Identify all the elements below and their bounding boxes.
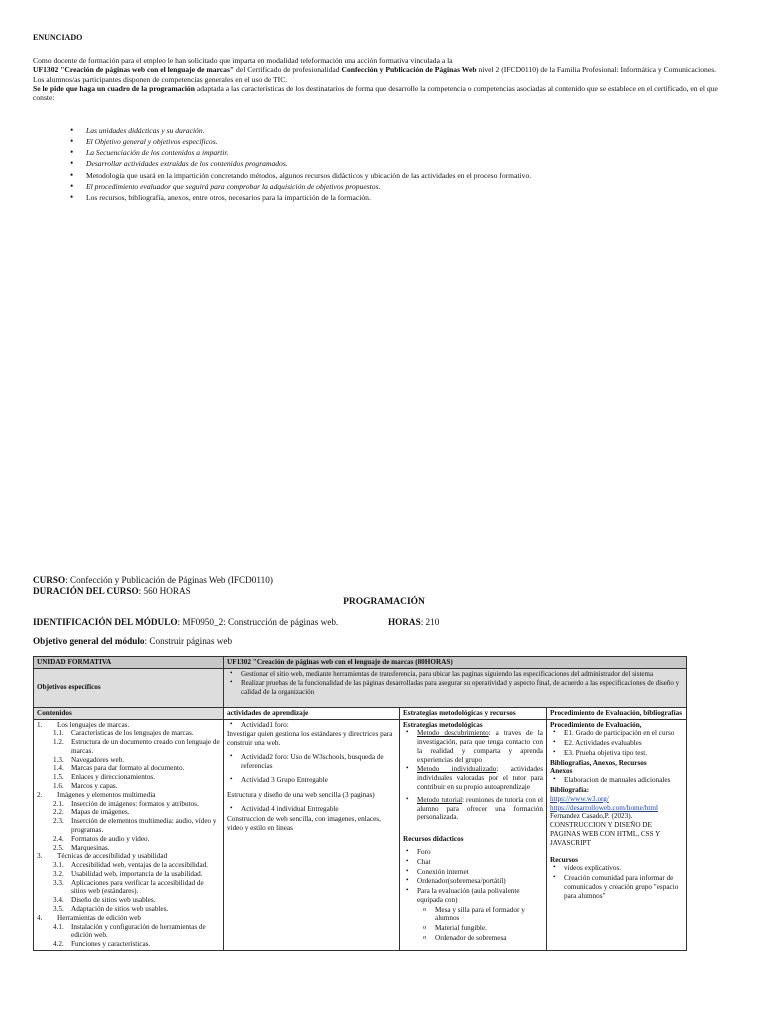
recursos-proc-title: Recursos xyxy=(550,855,578,864)
module-label: IDENTIFICACIÓN DEL MÓDULO xyxy=(33,617,178,627)
list-item xyxy=(37,756,220,765)
item-text: Los lenguajes de marcas. xyxy=(57,720,130,729)
item-number: 4.2. xyxy=(53,940,64,949)
list-item: • Actividad 3 Grupo Entregable xyxy=(227,776,396,785)
list-item xyxy=(37,914,220,923)
list-item: • Creación comunidad para informar de comunicados y creación grupo "espacio para alumnos" xyxy=(550,874,683,900)
item-text: Aplicaciones para verificar la accesibilidad de sitios web (estándares). xyxy=(71,878,204,896)
item-text: Mapas de imágenes. xyxy=(71,808,130,817)
item-text: Navegadores web. xyxy=(71,755,125,764)
intro-text xyxy=(33,56,723,102)
recursos-proc-list xyxy=(550,864,683,900)
activity-3-desc: Estructura y diseño de una web sencilla (3 paginas) xyxy=(227,791,375,800)
list-item: • La Secuenciación de los contenidos a impartir. xyxy=(70,148,710,157)
method-text: : reuniones de tutoría con el alumno para ofrecer una formación personalizada. xyxy=(417,795,543,822)
list-item xyxy=(37,800,220,809)
item-number: 3.5. xyxy=(53,904,64,913)
duration-value: : 560 HORAS xyxy=(138,586,191,597)
method-name: Metodo individualizado xyxy=(417,765,497,774)
list-item xyxy=(37,721,220,730)
list-item xyxy=(37,729,220,738)
item-number: 3.4. xyxy=(53,896,64,905)
list-item xyxy=(37,773,220,782)
uf-label-cell: UNIDAD FORMATIVA xyxy=(34,657,224,669)
w3-link[interactable]: https://www.w3.org/ xyxy=(550,794,609,803)
duration-label: DURACIÓN DEL CURSO xyxy=(33,586,139,597)
method-text: : actividades individuales valoradas por el tutor para contribuir en su propio autoaprendizaje xyxy=(417,765,543,792)
course-duration xyxy=(33,586,273,597)
methods-list xyxy=(403,729,543,822)
item-text: Accesibilidad web, ventajas de la accesibilidad. xyxy=(71,861,209,870)
intro-paragraph-1 xyxy=(33,56,723,75)
item-text: Enlaces y direccionamientos. xyxy=(71,773,156,782)
list-item: • Conexión internet xyxy=(403,868,543,877)
list-item: • Foro xyxy=(403,848,543,857)
list-item xyxy=(403,796,543,822)
item-text: Adaptación de sitios web usables. xyxy=(71,904,169,913)
list-item: • Los recursos, bibliografía, anexos, entre otros, necesarios para la impartición de la formación. xyxy=(70,193,710,202)
item-number: 3.2. xyxy=(53,869,64,878)
uf-value-cell: UF1302 "Creación de páginas web con el lenguaje de marcas (80HORAS) xyxy=(224,657,687,669)
table-header-row xyxy=(34,707,687,719)
list-item xyxy=(37,791,220,800)
item-text: Características de los lenguajes de marcas. xyxy=(71,729,194,738)
requirements-list xyxy=(70,126,710,204)
list-item xyxy=(37,852,220,861)
item-text: Técnicas de accesibilidad y usabilidad xyxy=(57,852,168,861)
objective-value: : Construir páginas web xyxy=(144,636,233,646)
list-item: • Las unidades didácticas y su duración. xyxy=(70,126,710,135)
list-item: • El procedimiento evaluador que seguirá para comprobar la adquisición de objetivos propuestos. xyxy=(70,182,710,191)
list-item: o Ordenador de sobremesa xyxy=(403,934,543,943)
anexos-title: Anexos xyxy=(550,767,573,776)
list-item: • Elaboracion de manuales adicionales xyxy=(550,776,683,785)
item-text: Marquesinas. xyxy=(71,843,110,852)
list-item: • E2. Actividades evaluables xyxy=(550,739,683,748)
item-text: Funciones y características. xyxy=(71,940,151,949)
enunciado-title: ENUNCIADO xyxy=(33,33,83,42)
contenidos-cell xyxy=(34,719,224,950)
list-item: • Metodología que usará en la impartición concretando métodos, algunos recursos didácticos y ubicación de las actividades en el proceso formativo. xyxy=(70,171,710,180)
item-number: 3. xyxy=(37,852,43,861)
item-number: 3.1. xyxy=(53,861,64,870)
item-text: Instalación y configuración de herramientas de edición web. xyxy=(71,922,206,940)
list-item: • Realizar pruebas de la funcionalidad de las páginas desarrolladas para asegurar su operatividad y aspecto final, de acuerdo a las especificaciones de diseño y calidad de la organización xyxy=(227,679,683,696)
objectives-label-cell: Objetivos específicos xyxy=(34,668,224,707)
item-number: 2.5. xyxy=(53,843,64,852)
list-item xyxy=(37,817,220,835)
item-number: 1.3. xyxy=(53,755,64,764)
header-contenidos: Contenidos xyxy=(34,707,224,719)
biblio-title: Bibliografías, Anexos, Recursos xyxy=(550,758,647,767)
list-item xyxy=(37,940,220,949)
list-item xyxy=(37,738,220,756)
list-item xyxy=(37,870,220,879)
item-number: 2.4. xyxy=(53,834,64,843)
book-reference: Fernandez Casado,P. (2023). CONSTRUCCION Y DISEÑO DE PAGINAS WEB CON HTML, CSS Y JAVASCRIPT xyxy=(550,812,661,847)
item-text: Usabilidad web, importancia de la usabilidad. xyxy=(71,869,203,878)
desarrolloweb-link[interactable]: https://desarrolloweb.com/home/html xyxy=(550,803,658,812)
item-number: 1.2. xyxy=(53,738,64,747)
item-number: 2.2. xyxy=(53,808,64,817)
actividades-cell xyxy=(224,719,400,950)
table-row xyxy=(34,657,687,669)
list-item: • Actividad1 foro: xyxy=(227,721,396,730)
item-number: 1.4. xyxy=(53,764,64,773)
item-number: 2.3. xyxy=(53,817,64,826)
recursos-title: Recursos didacticos xyxy=(403,835,464,844)
item-text: Marcas para dar formato al documento. xyxy=(71,764,185,773)
item-number: 4. xyxy=(37,913,43,922)
header-procedimiento: Procedimiento de Evaluación, bibliografías xyxy=(547,707,687,719)
course-value: : Confección y Publicación de Páginas Web (IFCD0110) xyxy=(65,575,273,585)
evaluation-list xyxy=(550,729,683,757)
list-item: • Gestionar el sitio web, mediante herramientas de transferencia, para ubicar las paginas siguiendo las especificaciones del administrador del sistema xyxy=(227,670,683,679)
list-item: o Material fungible. xyxy=(403,924,543,933)
activity-list-2 xyxy=(227,753,396,771)
estrategias-cell xyxy=(400,719,547,950)
module-identification xyxy=(33,617,338,628)
list-item: • E3. Prueba objetiva tipo test. xyxy=(550,749,683,758)
item-number: 1. xyxy=(37,720,43,729)
list-item xyxy=(37,896,220,905)
list-item: • Para la evaluación (aula polivalente equipada con) xyxy=(403,887,543,905)
module-value: : MF0950_2: Construcción de páginas web. xyxy=(177,617,339,627)
intro-p1-uf: UF1302 "Creación de páginas web con el lenguaje de marcas" xyxy=(33,65,235,75)
list-item: • Ordenador(sobremesa/portátil) xyxy=(403,877,543,886)
objective-label: Objetivo general del módulo xyxy=(33,636,145,646)
list-item: o Mesa y silla para el formador y alumnos xyxy=(403,906,543,924)
list-item xyxy=(37,923,220,941)
programacion-heading: PROGRAMACIÓN xyxy=(343,597,425,607)
course-name xyxy=(33,575,273,586)
item-number: 1.6. xyxy=(53,782,64,791)
item-text: Marcos y capas. xyxy=(71,782,118,791)
method-text: : a traves de la investigación, para que tenga contacto con la realidad y comparta y aprenda experiencias del grupo xyxy=(417,729,543,764)
list-item: • Actividad 4 individual Entregable xyxy=(227,805,396,814)
item-text: Diseño de sitios web usables. xyxy=(71,896,156,905)
programming-table xyxy=(33,656,687,951)
list-item: • Chat xyxy=(403,858,543,867)
list-item xyxy=(37,879,220,897)
table-row xyxy=(34,668,687,707)
list-item xyxy=(37,861,220,870)
bibliografia-title: Bibliografía: xyxy=(550,786,590,795)
recursos-list xyxy=(403,848,543,943)
activity-list-1 xyxy=(227,721,396,730)
header-estrategias: Estrategias metodológicas y recursos xyxy=(400,707,547,719)
method-name: Metodo tutorial xyxy=(417,795,463,804)
estrategias-title: Estrategias metodológicas xyxy=(403,720,483,729)
hours-label: HORAS xyxy=(388,617,421,627)
list-item xyxy=(403,729,543,764)
module-objective xyxy=(33,636,232,647)
activity-1-desc: Investigar quien gestiona los estándares y directrices para construir una web. xyxy=(227,730,393,748)
method-name: Metodo descubrimiento xyxy=(417,729,489,738)
item-text: Herramientas de edición web xyxy=(57,913,142,922)
item-number: 2.1. xyxy=(53,799,64,808)
intro-paragraph-3 xyxy=(33,84,723,103)
item-number: 4.1. xyxy=(53,922,64,931)
item-text: Inserción de elementos multimedia: audio, vídeo y programas. xyxy=(71,817,217,834)
procedimiento-title: Procedimiento de Evaluación, xyxy=(550,720,642,729)
procedimiento-cell xyxy=(547,719,687,950)
course-label: CURSO xyxy=(33,575,66,585)
table-row xyxy=(34,719,687,950)
list-item xyxy=(37,905,220,914)
list-item xyxy=(37,764,220,773)
activity-4-desc: Construccion de web sencilla, con imagenes, enlaces, video y estilo en lineas xyxy=(227,814,381,832)
item-number: 3.3. xyxy=(53,878,64,887)
intro-p3-bold: Se le pide que haga un cuadro de la programación xyxy=(33,83,195,93)
intro-paragraph-2: Los alumnos/as participantes disponen de competencias generales en el uso de TIC. xyxy=(33,74,288,84)
objectives-list xyxy=(227,670,683,697)
list-item xyxy=(37,835,220,844)
contenidos-list xyxy=(37,721,220,949)
intro-p1-cert: Confección y Publicación de Páginas Web xyxy=(341,65,477,75)
intro-p3-rest: adaptada a las características de los destinatarios de forma que desarrolle la competencia o competencias asociadas al contenido que se establece en el certificado, en el que conste: xyxy=(33,83,718,102)
hours-value: : 210 xyxy=(420,617,440,627)
item-text: Formatos de audio y vídeo. xyxy=(71,834,150,843)
item-number: 1.5. xyxy=(53,773,64,782)
list-item: • Desarrollar actividades extraídas de los contenidos programados. xyxy=(70,159,710,168)
activity-list-4 xyxy=(227,805,396,814)
objectives-cell xyxy=(224,668,687,707)
course-info xyxy=(33,575,273,597)
header-actividades: actividades de aprendizaje xyxy=(224,707,400,719)
item-text: Imágenes y elementos multimedia xyxy=(57,790,156,799)
item-text: Inserción de imágenes: formatos y atributos. xyxy=(71,799,199,808)
list-item: • videos explicativos. xyxy=(550,864,683,873)
list-item: • El Objetivo general y objetivos específicos. xyxy=(70,137,710,146)
intro-p1-c: del Certificado de profesionalidad xyxy=(234,65,342,75)
module-hours xyxy=(388,617,439,628)
list-item: • E1. Grado de participación en el curso xyxy=(550,729,683,738)
list-item: • Actividad2 foro: Uso de W3schools, busqueda de referencias xyxy=(227,753,396,771)
anexos-list xyxy=(550,776,683,785)
intro-p1-a: Como docente de formación para el empleo le han solicitado que imparta en modalidad teleformación una acción formativa vinculada a la xyxy=(33,56,453,65)
item-number: 2. xyxy=(37,790,43,799)
item-text: Estructura de un documento creado con lenguaje de marcas. xyxy=(71,738,220,755)
activity-list-3 xyxy=(227,776,396,785)
item-number: 1.1. xyxy=(53,729,64,738)
list-item xyxy=(37,808,220,817)
list-item xyxy=(37,844,220,853)
intro-p1-e: nivel 2 (IFCD0110) de la Familia Profesional: Informática y Comunicaciones. xyxy=(476,65,717,75)
list-item xyxy=(403,765,543,791)
list-item xyxy=(37,782,220,791)
